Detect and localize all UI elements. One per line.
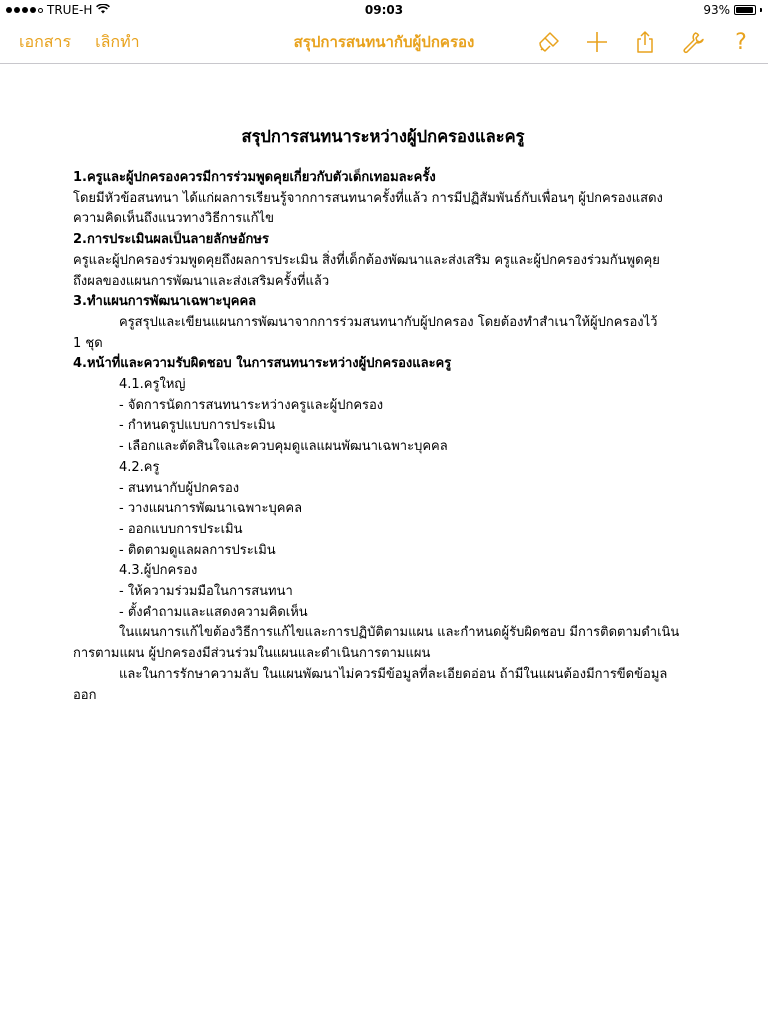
battery-icon (734, 5, 756, 15)
share-icon[interactable] (632, 29, 658, 55)
battery-status (703, 0, 762, 20)
paragraph-line: ครูสรุปและเขียนแผนการพัฒนาจากการร่วมสนทนากับผู้ปกครอง โดยต้องทำสำเนาให้ผู้ปกครองไว้ (119, 314, 658, 330)
section-heading: 2.การประเมินผลเป็นลายลักษอักษร (73, 232, 269, 248)
paragraph-line: ถึงผลของแผนการพัฒนาและส่งเสริมครั้งที่แล้ว (73, 273, 330, 289)
add-icon[interactable] (584, 29, 610, 55)
paragraph-line: 4.2.ครู (119, 459, 160, 475)
format-brush-icon[interactable] (536, 29, 562, 55)
document-body[interactable] (73, 120, 693, 706)
paragraph-line: 1 ชุด (73, 335, 103, 351)
help-icon[interactable] (728, 29, 754, 55)
paragraph-line: และในการรักษาความลับ ในแผนพัฒนาไม่ควรมีข้อมูลที่ละเอียดอ่อน ถ้ามีในแผนต้องมีการขีดข้อมูล (119, 666, 668, 682)
battery-percent: 93% (703, 3, 730, 17)
section-heading: 1.ครูและผู้ปกครองควรมีการร่วมพูดคุยเกี่ยวกับตัวเด็กเทอมละครั้ง (73, 170, 436, 185)
paragraph-line: - สนทนากับผู้ปกครอง (119, 480, 240, 496)
status-bar (0, 0, 768, 20)
paragraph-line: - ตั้งคำถามและแสดงความคิดเห็น (119, 604, 308, 620)
document-lines (73, 168, 693, 706)
paragraph-line: ในแผนการแก้ไขต้องวิธีการแก้ไขและการปฏิบัติตามแผน และกำหนดผู้รับผิดชอบ มีการติดตามดำเนิน (119, 625, 680, 641)
toolbar (0, 20, 768, 64)
paragraph-line: 4.3.ผู้ปกครอง (119, 563, 198, 579)
documents-button[interactable]: เอกสาร (19, 31, 72, 51)
section-heading: 3.ทำแผนการพัฒนาเฉพาะบุคคล (73, 294, 257, 310)
undo-button[interactable]: เลิกทำ (95, 31, 140, 51)
document-heading: สรุปการสนทนาระหว่างผู้ปกครองและครู (241, 127, 525, 146)
paragraph-line: ออก (73, 687, 97, 703)
help-glyph: ? (735, 29, 747, 55)
document-title-button[interactable]: สรุปการสนทนากับผู้ปกครอง (293, 33, 475, 51)
carrier-name: TRUE-H (47, 3, 93, 17)
paragraph-line: - ให้ความร่วมมือในการสนทนา (119, 584, 293, 600)
section-heading: 4.หน้าที่และความรับผิดชอบ ในการสนทนาระหว่างผู้ปกครองและครู (73, 356, 452, 372)
status-time: 09:03 (364, 3, 404, 17)
paragraph-line: 4.1.ครูใหญ่ (119, 377, 186, 393)
paragraph-line: - ออกแบบการประเมิน (119, 521, 243, 537)
paragraph-line: ความคิดเห็นถึงแนวทางวิธีการแก้ไข (73, 211, 274, 227)
paragraph-line: - ติดตามดูแลผลการประเมิน (119, 542, 276, 558)
paragraph-line: - วางแผนการพัฒนาเฉพาะบุคคล (119, 501, 303, 517)
paragraph-line: โดยมีหัวข้อสนทนา ได้แก่ผลการเรียนรู้จากการสนทนาครั้งที่แล้ว การมีปฏิสัมพันธ์กับเพื่อนๆ ผู้ปกครองแสดง (73, 190, 663, 206)
wrench-icon[interactable] (680, 29, 706, 55)
paragraph-line: การตามแผน ผู้ปกครองมีส่วนร่วมในแผนและดำเนินการตามแผน (73, 646, 431, 662)
paragraph-line: ครูและผู้ปกครองร่วมพูดคุยถึงผลการประเมิน สิ่งที่เด็กต้องพัฒนาและส่งเสริม ครูและผู้ปกครองร่วมกันพูดคุย (73, 252, 660, 268)
paragraph-line: - จัดการนัดการสนทนาระหว่างครูและผู้ปกครอง (119, 397, 384, 413)
paragraph-line: - เลือกและตัดสินใจและควบคุมดูแลแผนพัฒนาเฉพาะบุคคล (119, 439, 448, 455)
paragraph-line: - กำหนดรูปแบบการประเมิน (119, 418, 276, 434)
